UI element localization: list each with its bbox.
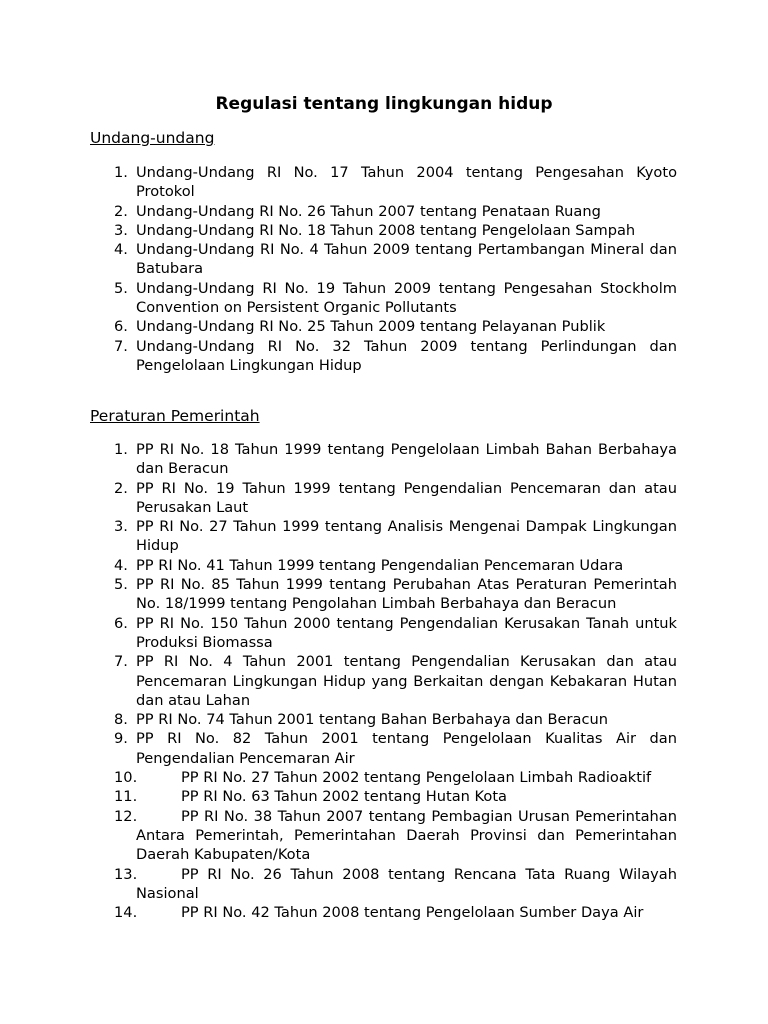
list-item-text: PP RI No. 38 Tahun 2007 tentang Pembagian Urusan Pemerintahan Antara Pemerintah, Pemerintahan Daerah Provinsi dan Pemerintahan Daerah Kabupaten/Kota — [136, 807, 677, 864]
list-item — [0, 614, 677, 653]
section-heading-undang-undang: Undang-undang — [90, 129, 215, 147]
list-item-text: Undang-Undang RI No. 19 Tahun 2009 tentang Pengesahan Stockholm Convention on Persistent Organic Pollutants — [136, 279, 677, 317]
list-item-text: Undang-Undang RI No. 17 Tahun 2004 tentang Pengesahan Kyoto Protokol — [136, 164, 677, 201]
list-item — [0, 202, 677, 221]
list-item-text: PP RI No. 82 Tahun 2001 tentang Pengelolaan Kualitas Air dan Pengendalian Pencemaran Air — [136, 730, 677, 767]
document-title: Regulasi tentang lingkungan hidup — [215, 94, 553, 114]
undang-undang-list — [0, 163, 768, 375]
list-item — [0, 479, 677, 518]
list-item-number: 9. — [114, 730, 128, 748]
list-item-number: 1. — [114, 164, 128, 181]
list-item — [0, 652, 677, 710]
list-item-number: 13. — [114, 865, 138, 883]
list-item-text: Undang-Undang RI No. 26 Tahun 2007 tentang Penataan Ruang — [136, 202, 601, 220]
list-item-text: PP RI No. 4 Tahun 2001 tentang Pengendalian Kerusakan dan atau Pencemaran Lingkungan Hidup yang Berkaitan dengan Kebakaran Hutan dan atau Lahan — [136, 653, 677, 709]
list-item-number: 2. — [114, 202, 128, 220]
list-item — [0, 279, 677, 318]
list-item-number: 11. — [114, 788, 138, 806]
list-item-number: 3. — [114, 518, 128, 536]
list-item-text: Undang-Undang RI No. 18 Tahun 2008 tentang Pengelolaan Sampah — [136, 221, 636, 239]
list-item — [0, 787, 677, 806]
list-item-text: PP RI No. 19 Tahun 1999 tentang Pengendalian Pencemaran dan atau Perusakan Laut — [136, 479, 677, 516]
list-item-text: PP RI No. 150 Tahun 2000 tentang Pengendalian Kerusakan Tanah untuk Produksi Biomassa — [136, 614, 677, 651]
list-item — [0, 556, 677, 575]
list-item — [0, 768, 677, 787]
list-item-text: PP RI No. 42 Tahun 2008 tentang Pengelolaan Sumber Daya Air — [181, 904, 644, 922]
list-item — [0, 240, 677, 279]
list-item — [0, 865, 677, 904]
list-item-text: PP RI No. 27 Tahun 2002 tentang Pengelolaan Limbah Radioaktif — [181, 769, 652, 787]
list-item — [0, 440, 677, 479]
list-item-number: 12. — [114, 807, 138, 825]
list-item-number: 3. — [114, 221, 128, 239]
list-item-number: 5. — [114, 279, 128, 297]
list-item-number: 14. — [114, 904, 138, 922]
list-item — [0, 221, 677, 240]
list-item-number: 4. — [114, 556, 128, 574]
list-item-text: Undang-Undang RI No. 25 Tahun 2009 tentang Pelayanan Publik — [136, 318, 606, 336]
list-item-number: 6. — [114, 318, 128, 336]
list-item-text: PP RI No. 27 Tahun 1999 tentang Analisis Mengenai Dampak Lingkungan Hidup — [136, 518, 677, 555]
list-item — [0, 575, 677, 614]
list-item — [0, 163, 677, 202]
list-item-number: 4. — [114, 241, 128, 259]
list-item — [0, 807, 677, 865]
list-item — [0, 710, 677, 729]
peraturan-pemerintah-list — [0, 440, 768, 922]
list-item-text: Undang-Undang RI No. 4 Tahun 2009 tentang Pertambangan Mineral dan Batubara — [136, 241, 677, 278]
list-item-number: 1. — [114, 441, 128, 458]
section-heading-peraturan-pemerintah: Peraturan Pemerintah — [90, 407, 260, 425]
list-item-text: PP RI No. 26 Tahun 2008 tentang Rencana Tata Ruang Wilayah Nasional — [136, 865, 677, 902]
list-item-text: Undang-Undang RI No. 32 Tahun 2009 tentang Perlindungan dan Pengelolaan Lingkungan Hidup — [136, 337, 677, 374]
list-item-number: 8. — [114, 711, 128, 729]
list-item-text: PP RI No. 41 Tahun 1999 tentang Pengendalian Pencemaran Udara — [136, 556, 624, 574]
list-item — [0, 903, 677, 922]
list-item-text: PP RI No. 63 Tahun 2002 tentang Hutan Kota — [181, 788, 507, 806]
list-item — [0, 317, 677, 336]
list-item — [0, 517, 677, 556]
list-item-text: PP RI No. 74 Tahun 2001 tentang Bahan Berbahaya dan Beracun — [136, 711, 608, 729]
list-item-number: 2. — [114, 479, 128, 497]
list-item-number: 7. — [114, 653, 128, 671]
list-item — [0, 729, 677, 768]
list-item-text: PP RI No. 18 Tahun 1999 tentang Pengelolaan Limbah Bahan Berbahaya dan Beracun — [136, 441, 677, 478]
list-item-number: 7. — [114, 337, 128, 355]
list-item-number: 5. — [114, 576, 128, 594]
list-item-number: 10. — [114, 769, 138, 787]
list-item-number: 6. — [114, 614, 128, 632]
list-item — [0, 337, 677, 376]
list-item-text: PP RI No. 85 Tahun 1999 tentang Perubahan Atas Peraturan Pemerintah No. 18/1999 tentang Pengolahan Limbah Berbahaya dan Beracun — [136, 576, 677, 613]
